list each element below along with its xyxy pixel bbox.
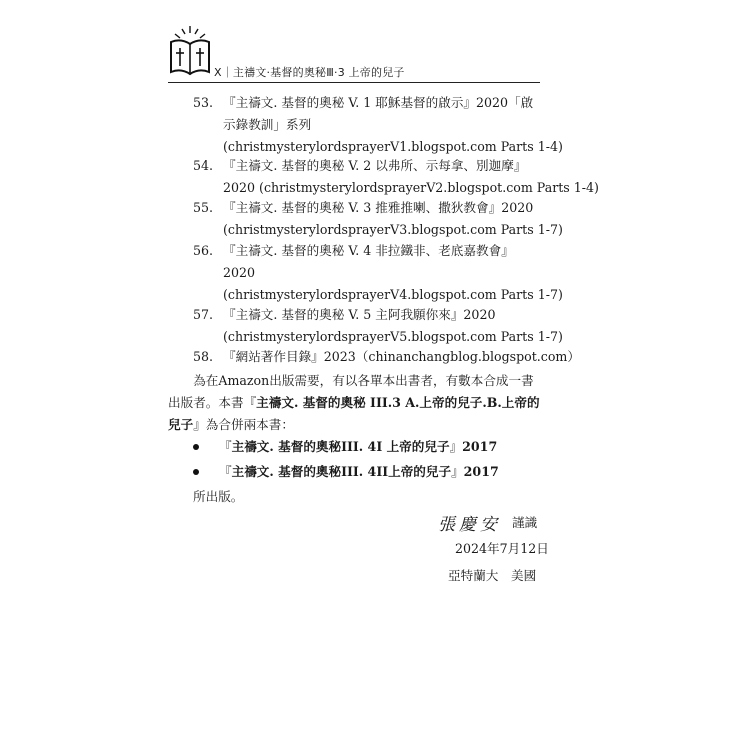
item-number: 53. <box>193 95 214 110</box>
header-rule <box>168 82 540 83</box>
paragraph-text: 出版者。本書『 <box>168 395 257 410</box>
item-line: (christmysterylordsprayerV5.blogspot.com Parts 1-7) <box>223 329 563 344</box>
item-number: 57. <box>193 307 214 322</box>
item-line: (christmysterylordsprayerV3.blogspot.com Parts 1-7) <box>223 222 563 237</box>
book-title: 主禱文. 基督的奧秘 III.3 A.上帝的兒子.B.上帝的 <box>256 395 540 410</box>
quote-open: 『 <box>219 439 232 454</box>
signature-date: 2024年7月12日 <box>455 541 549 556</box>
item-line: 『網站著作目錄』2023（chinanchangblog.blogspot.com） <box>223 349 580 364</box>
item-line: 示錄教訓」系列 <box>223 117 312 132</box>
item-line: (christmysterylordsprayerV4.blogspot.com Parts 1-7) <box>223 287 563 302</box>
paragraph-text: 』為合併兩本書： <box>193 417 294 432</box>
item-line: 2020 <box>223 265 256 280</box>
signature-word: 謹識 <box>512 515 538 530</box>
running-head: X｜主禱文‧基督的奧秘Ⅲ‧3 上帝的兒子 <box>214 66 405 79</box>
item-number: 55. <box>193 200 214 215</box>
item-line: 『主禱文. 基督的奧秘 V. 5 主阿我願你來』2020 <box>223 307 496 322</box>
paragraph-line: 為在Amazon出版需要，有以各單本出書者，有數本合成一書 <box>168 373 534 388</box>
item-number: 56. <box>193 243 214 258</box>
item-line: 『主禱文. 基督的奧秘 V. 1 耶穌基督的啟示』2020「啟 <box>223 95 534 110</box>
closing-text: 所出版。 <box>193 489 244 504</box>
item-line: 2020 (christmysterylordsprayerV2.blogspot.com Parts 1-4) <box>223 180 599 195</box>
item-number: 54. <box>193 158 214 173</box>
item-line: 『主禱文. 基督的奧秘 V. 2 以弗所、示每拿、別迦摩』 <box>223 158 527 173</box>
bullet-icon <box>193 444 199 450</box>
item-line: 『主禱文. 基督的奧秘 V. 4 非拉鐵非、老底嘉教會』 <box>223 243 514 258</box>
book-year: 2017 <box>463 464 499 479</box>
quote-close: 』 <box>449 439 463 454</box>
signature-name: 張慶安 <box>438 515 501 535</box>
book-title: 兒子 <box>168 417 194 432</box>
paragraph-line <box>168 392 540 415</box>
item-line: (christmysterylordsprayerV1.blogspot.com Parts 1-4) <box>223 139 563 154</box>
book-title: 主禱文. 基督的奧秘III. 4II上帝的兒子 <box>231 464 452 479</box>
bullet-item <box>193 436 497 458</box>
book-title: 主禱文. 基督的奧秘III. 4I 上帝的兒子 <box>231 439 450 454</box>
bullet-item <box>193 461 499 483</box>
quote-close: 』 <box>451 464 464 479</box>
book-cross-icon <box>168 24 212 80</box>
book-year: 2017 <box>462 439 498 454</box>
quote-open: 『 <box>219 464 232 479</box>
item-line: 『主禱文. 基督的奧秘 V. 3 推雅推喇、撒狄教會』2020 <box>223 200 534 215</box>
item-number: 58. <box>193 349 214 364</box>
page-header <box>168 24 540 84</box>
signature-place: 亞特蘭大 美國 <box>448 568 537 583</box>
paragraph-line <box>168 414 540 437</box>
bullet-icon <box>193 469 199 475</box>
